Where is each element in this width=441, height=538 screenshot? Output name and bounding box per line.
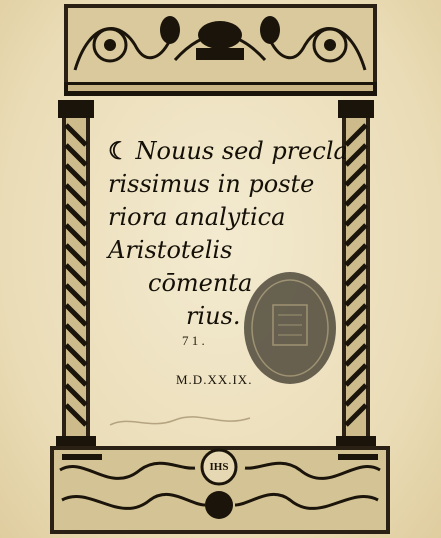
- top-frieze: [64, 4, 377, 96]
- title-line-3: riora analytica: [108, 203, 286, 231]
- left-column: [56, 100, 96, 450]
- title-line-1-text: Nouus sed precla: [135, 137, 348, 165]
- ownership-mark: 7 1 .: [182, 333, 205, 348]
- title-line-1: [108, 134, 346, 168]
- handwritten-scrawl: [110, 417, 250, 425]
- book-title: [108, 134, 346, 333]
- title-line-2: rissimus in poste: [108, 170, 315, 198]
- title-line-4: Aristotelis: [108, 236, 233, 264]
- title-line-6: rius.: [186, 302, 241, 330]
- ihs-monogram: IHS: [209, 461, 229, 473]
- imprint-date: M.D.XX.IX.: [176, 372, 253, 387]
- title-line-5: cōmenta: [148, 269, 253, 297]
- pilcrow-icon: ☾: [108, 136, 130, 165]
